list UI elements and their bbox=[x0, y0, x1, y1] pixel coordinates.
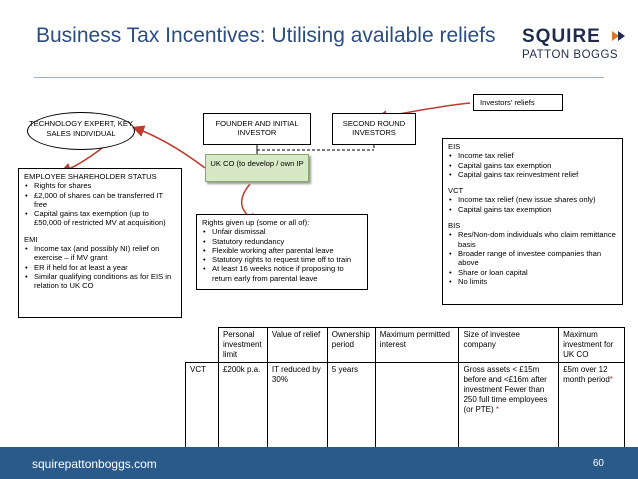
vct-list bbox=[448, 195, 617, 214]
list-item: • Flexible working after parental leave bbox=[212, 246, 362, 255]
investors-reliefs-label: Investors' reliefs bbox=[473, 94, 563, 111]
eis-list bbox=[448, 151, 617, 179]
list-item: • Statutory redundancy bbox=[212, 237, 362, 246]
footer-bar bbox=[0, 447, 638, 479]
rights-list bbox=[202, 227, 362, 283]
page-title: Business Tax Incentives: Utilising available reliefs bbox=[36, 24, 496, 47]
uk-co-box: UK CO (to develop / own IP bbox=[205, 154, 309, 182]
list-item: • No limits bbox=[458, 277, 617, 286]
list-item: • Statutory rights to request time off to train bbox=[212, 255, 362, 264]
rights-given-up-box bbox=[196, 214, 368, 290]
list-item: • At least 16 weeks notice if proposing to return early from parental leave bbox=[212, 264, 362, 283]
tech-expert-oval: TECHNOLOGY EXPERT, KEY SALES INDIVIDUAL bbox=[27, 112, 135, 150]
table-corner bbox=[186, 328, 219, 363]
list-item: • Res/Non-dom individuals who claim remittance basis bbox=[458, 230, 617, 249]
bis-list bbox=[448, 230, 617, 286]
list-item: • Income tax (and possibly NI) relief on exercise – if MV grant bbox=[34, 244, 176, 263]
employee-list bbox=[24, 181, 176, 227]
vct-table bbox=[185, 327, 625, 454]
table-header-cell: Personal investment limit bbox=[218, 328, 267, 363]
second-round-box: SECOND ROUND INVESTORS bbox=[332, 113, 416, 145]
list-item: • Share or loan capital bbox=[458, 268, 617, 277]
emi-heading: EMI bbox=[24, 234, 38, 244]
table-header-cell: Value of relief bbox=[267, 328, 327, 363]
list-item: • ER if held for at least a year bbox=[34, 263, 176, 272]
max-investment-text: £5m over 12 month period bbox=[563, 365, 610, 384]
employee-shareholder-box bbox=[18, 168, 182, 318]
list-item: • Capital gains tax reinvestment relief bbox=[458, 170, 617, 179]
logo-line1: SQUIRE bbox=[522, 26, 601, 47]
asterisk-mark: * bbox=[609, 375, 613, 384]
table-row bbox=[186, 363, 625, 454]
table-header-cell: Maximum permitted interest bbox=[375, 328, 459, 363]
footer-url[interactable]: squirepattonboggs.com bbox=[32, 457, 157, 471]
investor-reliefs-box bbox=[442, 138, 623, 305]
page-number: 60 bbox=[592, 458, 604, 469]
table-cell bbox=[375, 363, 459, 454]
emi-list bbox=[24, 244, 176, 290]
size-of-investee-text: Gross assets < £15m before and <£16m after investment Fewer than 250 full time employees (or PTE) bbox=[463, 365, 548, 414]
table-header-row bbox=[186, 328, 625, 363]
table-cell: 5 years bbox=[327, 363, 375, 454]
table-cell: IT reduced by 30% bbox=[267, 363, 327, 454]
table-row-label: VCT bbox=[186, 363, 219, 454]
table-header-cell: Size of investee company bbox=[459, 328, 559, 363]
list-item: • Broader range of investee companies than above bbox=[458, 249, 617, 268]
list-item: • Unfair dismissal bbox=[212, 227, 362, 236]
bis-heading: BIS bbox=[448, 221, 461, 231]
eis-heading: EIS bbox=[448, 142, 461, 151]
list-item: • Similar qualifying conditions as for EIS in relation to UK CO bbox=[34, 272, 176, 291]
rights-heading: Rights given up (some or all of): bbox=[202, 218, 310, 227]
table-cell: £200k p.a. bbox=[218, 363, 267, 454]
list-item: • Income tax relief bbox=[458, 151, 617, 160]
list-item: • Income tax relief (new issue shares only) bbox=[458, 195, 617, 204]
founder-box: FOUNDER AND INITIAL INVESTOR bbox=[203, 113, 311, 145]
asterisk-mark: * bbox=[495, 405, 500, 414]
employee-heading: EMPLOYEE SHAREHOLDER STATUS bbox=[24, 172, 157, 181]
table-cell bbox=[459, 363, 559, 454]
list-item: • £2,000 of shares can be transferred IT free bbox=[34, 191, 176, 210]
vct-heading: VCT bbox=[448, 186, 464, 196]
list-item: • Capital gains tax exemption bbox=[458, 205, 617, 214]
table-cell bbox=[559, 363, 625, 454]
table-header-cell: Maximum investment for UK CO bbox=[559, 328, 625, 363]
list-item: • Capital gains tax exemption (up to £50,000 of restricted MV at acquisition) bbox=[34, 209, 176, 228]
list-item: • Capital gains tax exemption bbox=[458, 161, 617, 170]
logo-line2: PATTON BOGGS bbox=[522, 49, 619, 61]
table-header-cell: Ownership period bbox=[327, 328, 375, 363]
list-item: • Rights for shares bbox=[34, 181, 176, 190]
